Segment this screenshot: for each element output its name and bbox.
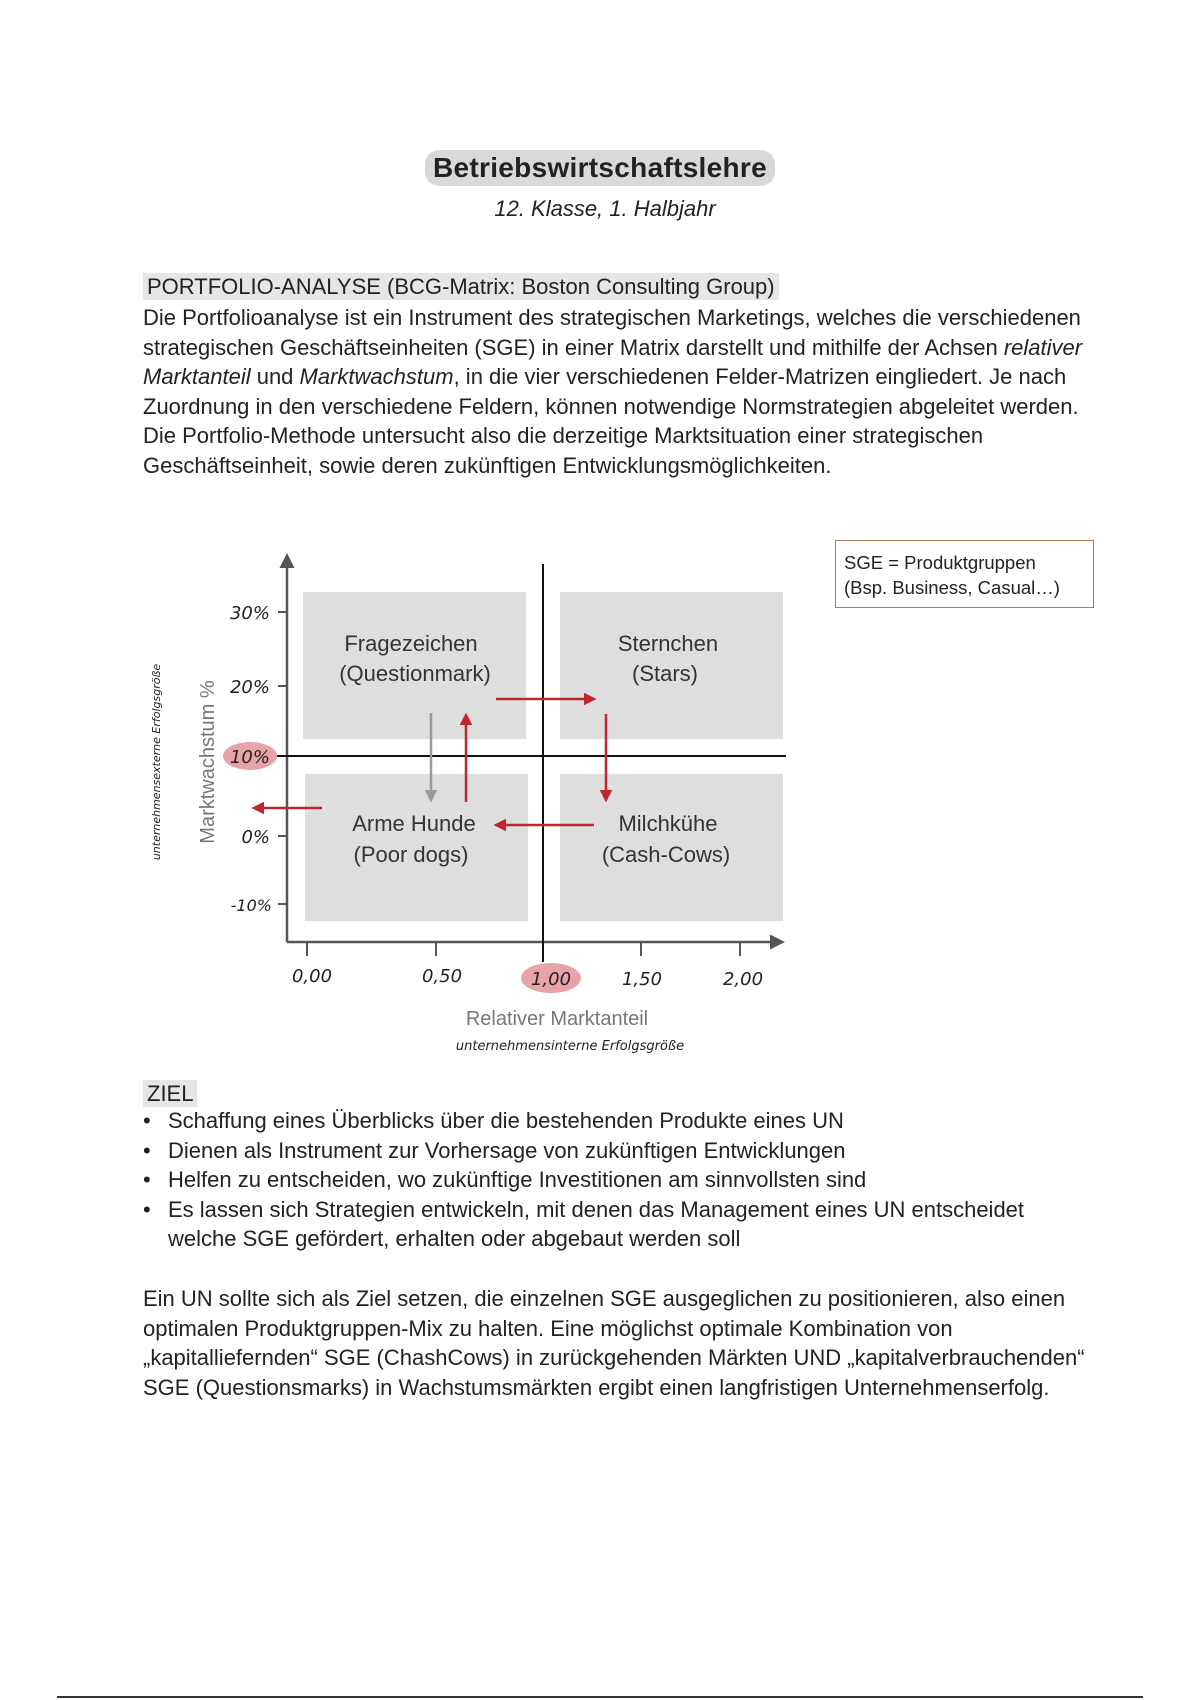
quadrant-label-question-marks: Fragezeichen [344, 631, 478, 656]
ziel-heading [143, 1081, 197, 1107]
legend-line-2: (Bsp. Business, Casual…) [844, 577, 1060, 598]
y-tick-label-30: 30% [229, 603, 270, 624]
bcg-matrix-chart [0, 530, 820, 1070]
x-tick-label-0: 0,00 [291, 966, 333, 987]
quadrant-sublabel-cash-cows: (Cash-Cows) [601, 842, 731, 867]
y-tick-label-minus-10: -10% [230, 896, 272, 915]
page-subtitle: 12. Klasse, 1. Halbjahr [494, 196, 716, 221]
ziel-item: • Es lassen sich Strategien entwickeln, mit denen das Management eines UN entscheidet welche SGE gefördert, erhalten oder abgebaut werden soll [143, 1195, 1093, 1254]
portfolio-description [143, 303, 1093, 480]
y-tick-label-0: 0% [241, 827, 270, 848]
quadrant-sublabel-stars: (Stars) [632, 661, 698, 686]
x-axis-label: Relativer Marktanteil [465, 1008, 649, 1030]
quadrant-label-poor-dogs: Arme Hunde [352, 811, 476, 836]
y-tick-label-20: 20% [229, 677, 270, 698]
page-title [0, 150, 1200, 186]
ziel-item: • Helfen zu entscheiden, wo zukünftige Investitionen am sinnvollsten sind [143, 1165, 1093, 1195]
quadrant-label-cash-cows: Milchkühe [618, 811, 718, 836]
italic-term-1: relativer Marktanteil [143, 334, 1083, 389]
x-axis-note: unternehmensinterne Erfolgsgröße [455, 1039, 685, 1054]
legend-line-1: SGE = Produktgruppen [844, 552, 1036, 573]
sge-legend-box [835, 540, 1094, 608]
x-tick-label-050: 0,50 [421, 966, 463, 987]
quadrant-sublabel-poor-dogs: (Poor dogs) [353, 842, 469, 867]
quadrant-label-stars: Sternchen [617, 631, 719, 656]
ziel-list [143, 1106, 1093, 1254]
quadrant-sublabel-question-marks: (Questionmark) [339, 661, 491, 686]
portfolio-heading-text: PORTFOLIO-ANALYSE (BCG-Matrix: Boston Consulting Group) [143, 273, 779, 300]
ziel-item: • Schaffung eines Überblicks über die bestehenden Produkte eines UN [143, 1106, 1093, 1136]
y-axis-label: Marktwachstum % [197, 680, 219, 844]
ziel-heading-text: ZIEL [143, 1080, 197, 1107]
x-tick-label-100: 1,00 [530, 969, 572, 990]
y-axis-note: unternehmensexterne Erfolgsgröße [150, 663, 163, 861]
portfolio-heading [143, 274, 779, 300]
ziel-item: • Dienen als Instrument zur Vorhersage von zukünftigen Entwicklungen [143, 1136, 1093, 1166]
italic-term-2: Marktwachstum [299, 364, 454, 389]
conclusion-paragraph: Ein UN sollte sich als Ziel setzen, die einzelnen SGE ausgeglichen zu positionieren, also einen optimalen Produktgruppen-Mix zu halten. Eine möglichst optimale Kombination von „kapitalliefernden“ SGE (ChashCows) in zurückgehenden Märkten UND „kapitalverbrauchenden“ SGE (Questionsmarks) in Wachstumsmärkten ergibt einen langfristigen Unternehmenserfolg. [143, 1286, 1085, 1400]
y-tick-label-10: 10% [229, 747, 271, 768]
portfolio-paragraph-2: Die Portfolio-Methode untersucht also die derzeitige Marktsituation einer strategischen Geschäftseinheit, sowie deren zukünftigen Entwicklungsmöglichkeiten. [143, 423, 984, 478]
x-tick-label-200: 2,00 [722, 969, 764, 990]
x-tick-label-150: 1,50 [621, 969, 663, 990]
portfolio-paragraph-1: Die Portfolioanalyse ist ein Instrument des strategischen Marketings, welches die verschiedenen strategischen Geschäftseinheiten (SGE) in einer Matrix darstellt und mithilfe der Achsen relativer Marktanteil und Marktwachstum, in die vier verschiedenen Felder-Matrizen eingliedert. Je nach Zuordnung in den verschiedene Feldern, können notwendige Normstrategien abgeleitet werden. [143, 305, 1083, 419]
bottom-divider [57, 1696, 1143, 1698]
title-text: Betriebswirtschaftslehre [425, 150, 775, 186]
